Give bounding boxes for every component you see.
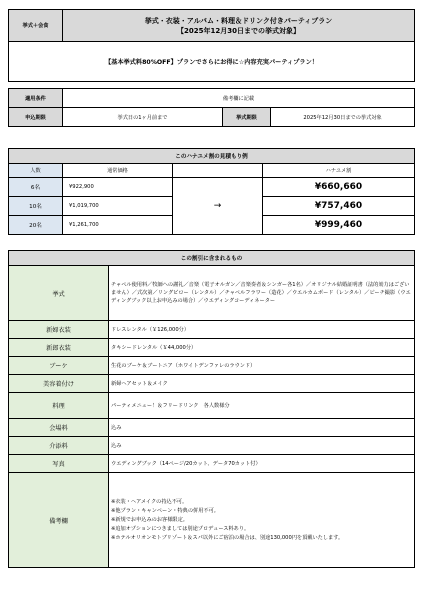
- included-label-venue-fee: 会場料: [9, 419, 109, 437]
- included-table: [8, 250, 415, 568]
- included-value-bride-dress: ドレスレンタル（￥126,000分）: [109, 321, 415, 339]
- estimate-people: 20名: [9, 216, 63, 235]
- plan-banner: 【基本挙式料80%OFF】プランでさらにお得に☆内容充実パーティプラン！: [9, 42, 415, 82]
- included-title: この割引に含まれるもの: [9, 251, 415, 266]
- estimate-title: このハナユメ割の見積もり例: [9, 149, 415, 164]
- estimate-regular: ¥922,900: [63, 178, 173, 197]
- included-label-ceremony: 挙式: [9, 266, 109, 321]
- estimate-col-discount: ハナユメ割: [263, 164, 415, 178]
- estimate-people: 6名: [9, 178, 63, 197]
- plan-title: [63, 10, 415, 42]
- estimate-col-regular: 通常価格: [63, 164, 173, 178]
- included-value-photo: ウエディングブック（14ページ/20カット、データ70カット付）: [109, 455, 415, 473]
- estimate-arrow: →: [173, 178, 263, 235]
- included-value-ceremony: チャペル使用料／牧師への謝礼／音楽（電子オルガン／音楽奏者＆シンガー各1名）／オリジナル結婚証明書（法的効力はございません）／式次第／リングピロー（レンタル）／チャペルフラワー（造花）／ウエルカムボード（レンタル）／ビーチ撮影（ウエディングブック以上お申込みの場合）／ウエディングコーディネーター: [109, 266, 415, 321]
- estimate-discount: ¥999,460: [263, 216, 415, 235]
- included-label-cuisine: 料理: [9, 393, 109, 419]
- apply-condition-value: 備考欄に記載: [63, 89, 415, 108]
- estimate-people: 10名: [9, 197, 63, 216]
- included-value-attendant-fee: 込み: [109, 437, 415, 455]
- apply-condition-label: 適用条件: [9, 89, 63, 108]
- ceremony-period-value: 2025年12月30日までの挙式対象: [271, 108, 415, 127]
- included-value-cuisine: パーティメニュー！＆フリードリンク 各人数様分: [109, 393, 415, 419]
- plan-header-table: [8, 9, 415, 82]
- estimate-col-people: 人数: [9, 164, 63, 178]
- apply-period-label: 申込期限: [9, 108, 63, 127]
- included-label-notes: 備考欄: [9, 473, 109, 568]
- included-value-notes: ※衣装・ヘアメイクの持込不可。 ※他プラン・キャンペーン・特典の併用不可。 ※新規でお申込みのお客様限定。 ※追加オプションにつきましては別途プロデュース料あり。 ※ホテルオリオンモトブリゾート＆スパ以外にご宿泊の場合は、別途130,000円を頂戴いたします。: [109, 473, 415, 568]
- included-label-beauty: 美容着付け: [9, 375, 109, 393]
- included-label-photo: 写真: [9, 455, 109, 473]
- plan-title-line1: 挙式・衣装・アルバム・料理＆ドリンク付きパーティプラン: [144, 16, 333, 25]
- estimate-regular: ¥1,261,700: [63, 216, 173, 235]
- included-value-venue-fee: 込み: [109, 419, 415, 437]
- included-label-bride-dress: 新婦衣装: [9, 321, 109, 339]
- included-value-bouquet: 生花のブーケ＆ブートニア（ホワイトデンファレのラウンド）: [109, 357, 415, 375]
- included-value-groom-tux: タキシードレンタル（￥44,000分）: [109, 339, 415, 357]
- included-label-groom-tux: 新郎衣装: [9, 339, 109, 357]
- conditions-table: [8, 88, 415, 127]
- estimate-discount: ¥660,660: [263, 178, 415, 197]
- plan-title-line2: 【2025年12月30日までの挙式対象】: [177, 26, 300, 35]
- included-value-beauty: 新婦ヘアセット＆メイク: [109, 375, 415, 393]
- plan-tag: 挙式＋会食: [9, 10, 63, 42]
- apply-period-value: 挙式日の1ヶ月前まで: [63, 108, 223, 127]
- included-label-attendant-fee: 介添料: [9, 437, 109, 455]
- estimate-discount: ¥757,460: [263, 197, 415, 216]
- estimate-table: [8, 148, 415, 235]
- estimate-regular: ¥1,019,700: [63, 197, 173, 216]
- included-label-bouquet: ブーケ: [9, 357, 109, 375]
- ceremony-period-label: 挙式期限: [223, 108, 271, 127]
- estimate-col-arrow-header: [173, 164, 263, 178]
